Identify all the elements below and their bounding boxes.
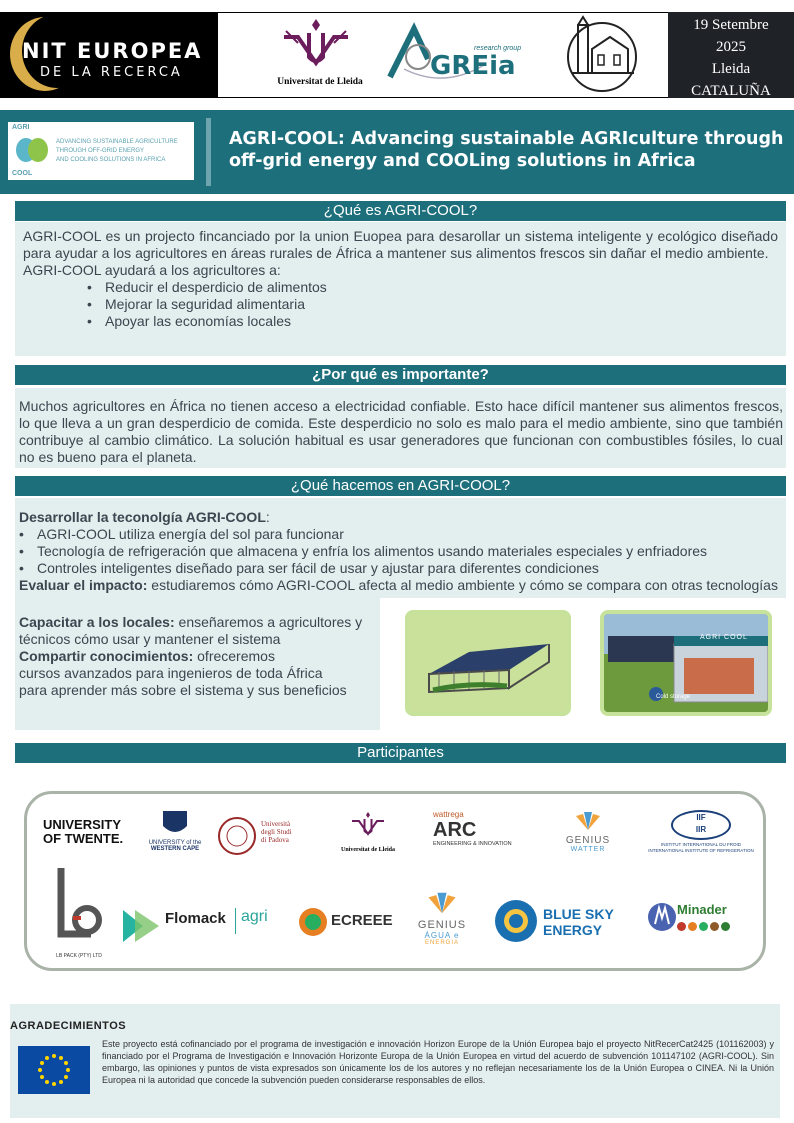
lb-pack-emblem-icon: [51, 864, 107, 948]
udl-logo: [276, 17, 363, 93]
list-item: • Tecnología de refrigeración que almacena y enfría los alimentos usando materiales especiales y enfriadores: [37, 543, 783, 560]
section-do-heading: ¿Qué hacemos en AGRI-COOL?: [15, 476, 786, 496]
uwc-logo: UNIVERSITY of the WESTERN CAPE: [135, 810, 215, 852]
udl-name: Universitat de Lleida: [277, 77, 363, 87]
genius-flower-icon: [425, 890, 459, 916]
seu-vella-sketch-icon: [564, 15, 640, 95]
ack-title: AGRADECIMIENTOS: [10, 1020, 127, 1032]
section-what-heading: ¿Qué es AGRI-COOL?: [15, 201, 786, 221]
agri-cool-logo: AGRI COOL ADVANCING SUSTAINABLE AGRICULTURE THROUGH OFF-GRID ENERGY AND COOLING SOLUTIONS IN AFRICA: [8, 122, 194, 180]
minader-emblem-icon: [647, 900, 677, 934]
blue-sky-energy-logo: BLUE SKY ENERGY: [493, 898, 623, 946]
agri-cool-leaf-icon: [12, 128, 52, 174]
date-line-2: 2025: [716, 39, 746, 55]
section-do-body: [15, 498, 786, 598]
genius-watter-logo: GENIUS WATTER: [553, 810, 623, 853]
what-bullet-list: [23, 279, 778, 330]
event-date-box: [668, 12, 794, 98]
list-item: • Apoyar las economías locales: [105, 313, 778, 330]
genius-agua-logo: GENIUS ÁGUA e ENERGIA: [407, 890, 477, 946]
greenhouse-render-image: [405, 610, 571, 716]
share-line: Compartir conocimientos: ofreceremos: [19, 648, 275, 664]
flomack-logo: Flomack agri: [119, 904, 289, 948]
what-intro: AGRI-COOL ayudará a los agricultores a:: [23, 262, 281, 278]
photo-caption: Cold storage: [656, 694, 691, 700]
ecreee-globe-icon: [297, 906, 329, 938]
participants-heading: Participantes: [15, 743, 786, 763]
udl-emblem-icon: [276, 17, 356, 77]
lb-pack-logo: LB PACK (PTY) LTD: [49, 864, 109, 960]
greia-name: GREia: [430, 51, 516, 81]
banner-divider: [206, 118, 211, 186]
twente-logo: UNIVERSITY OF TWENTE.: [43, 817, 124, 846]
train-line: Capacitar a los locales: enseñaremos a agricultores y técnicos cómo usar y mantener el sistema: [19, 614, 363, 647]
nit-europea-logo: [0, 12, 218, 98]
padova-seal-icon: [217, 816, 257, 856]
photo-label: AGRI COOL: [700, 634, 748, 641]
project-title: AGRI-COOL: Advancing sustainable AGRIculture through off-grid energy and COOLing solutions in Africa: [229, 129, 784, 171]
list-item: • Controles inteligentes diseñado para ser fácil de usar y ajustar para diferentes condiciones: [37, 560, 783, 577]
ecreee-logo: ECREEE: [297, 904, 387, 944]
blue-sky-globe-icon: [493, 898, 539, 944]
udl-partner-logo: Universitat de Lleida: [333, 810, 403, 853]
flomack-arrow-icon: [121, 908, 161, 944]
arc-logo: wattrega ARC ENGINEERING & INNOVATION: [433, 810, 512, 847]
padova-logo: Università degli Studi di Padova: [217, 816, 313, 860]
header-logos: [218, 12, 668, 98]
list-item: • Mejorar la seguridad alimentaria: [105, 296, 778, 313]
iif-iir-logo: IIF IIR INSTITUT INTERNATIONAL DU FROID INTERNATIONAL INSTITUTE OF REFRIGERATION: [643, 810, 759, 854]
nit-title: NIT EUROPEA: [22, 39, 203, 63]
project-banner: [0, 110, 794, 194]
udl-emblem-icon: [348, 810, 388, 842]
participants-logos-frame: [24, 791, 766, 971]
develop-bullet-list: [19, 526, 783, 577]
section-why-body: [15, 388, 786, 468]
section-what-body: [15, 222, 786, 356]
date-line-1: 19 Setembre: [693, 17, 769, 33]
region: CATALUÑA: [691, 83, 771, 99]
acknowledgments-panel: [10, 1004, 780, 1118]
cold-storage-photo: [600, 610, 772, 716]
nit-subtitle: DE LA RECERCA: [40, 65, 183, 80]
develop-line: Desarrollar la teconolgía AGRI-COOL:: [19, 509, 270, 525]
what-paragraph: AGRI-COOL es un projecto fincanciado por la union Euopea para desarollar un sistema inteligente y ecológico diseñado para ayudar a los agricultores en áreas rurales de África a mantener sus alimentos frescos sin dañar el medio ambiente.: [23, 228, 778, 261]
minader-logo: Minader: [647, 900, 739, 944]
evaluate-line: Evaluar el impacto: estudiaremos cómo AGRI-COOL afecta al medio ambiente y cómo se compara con otras tecnologías: [19, 577, 778, 593]
iif-globe-icon: IIF IIR: [671, 810, 731, 840]
eu-flag-icon: [18, 1046, 90, 1094]
why-paragraph: Muchos agricultores en África no tienen acceso a electricidad confiable. Esto hace difícil mantener sus alimentos frescos, lo que lleva a un gran desperdicio de comida. Este desperdicio no solo es malo para el medio ambiente, sino que también contribuye al cambio climático. La solución habitual es usar generadores que funcionan con combustibles fósiles, lo cual no es bueno para el planeta.: [19, 398, 783, 465]
genius-flower-icon: [573, 810, 603, 832]
list-item: • Reducir el desperdicio de alimentos: [105, 279, 778, 296]
uwc-crest-icon: [162, 810, 188, 838]
list-item: • AGRI-COOL utiliza energía del sol para funcionar: [37, 526, 783, 543]
ack-text: Este proyecto está cofinanciado por el programa de investigación e innovación Horizon Europe de la Unión Europea bajo el proyecto NitRecerCat2425 (101162003) y financiado por el Programa de Investigación e Innovación Horizonte Europa de la Unión Europea en virtud del acuerdo de subvención 101147102 (AGRI-COOL). Sin embargo, las opiniones y puntos de vista expresados son únicamente los de los autores y no reflejan necesariamente los de la Unión Europea o CINEA. Ni la Unión Europea ni la autoridad que concede la subvención pueden considerarse responsables de ellos.: [102, 1039, 774, 1085]
section-why-heading: ¿Por qué es importante?: [15, 365, 786, 385]
city: Lleida: [711, 61, 751, 77]
greia-logo: research group GREia: [384, 19, 524, 91]
section-do-left-body: Capacitar a los locales: enseñaremos a agricultores y técnicos cómo usar y mantener el sistema Compartir conocimientos: ofreceremos cursos avanzados para ingenieros de toda África para aprender más sobre el sistema y sus beneficios: [15, 598, 380, 730]
